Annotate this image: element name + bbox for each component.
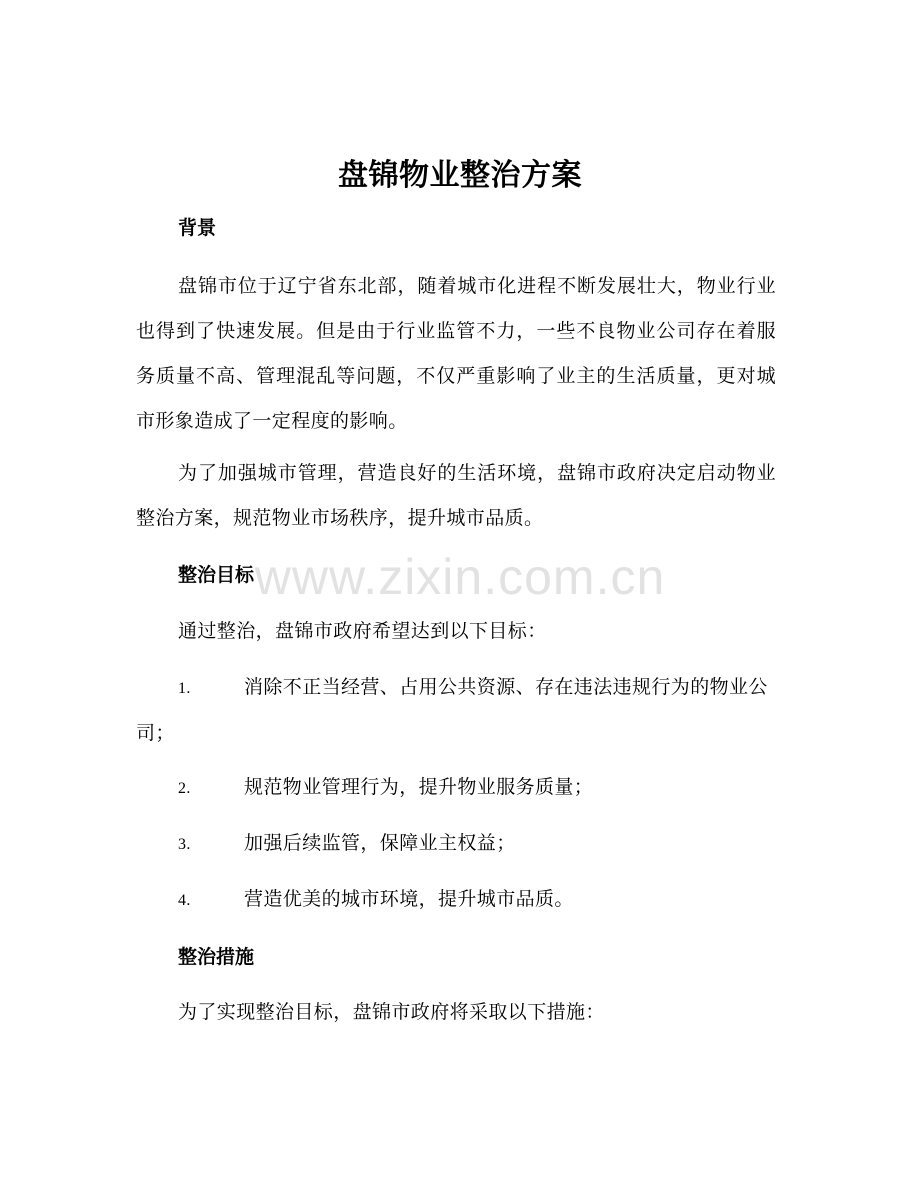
list-item-number: 1. (178, 680, 191, 697)
list-item-number: 3. (178, 836, 191, 853)
watermark: www.zixin.com.cn (254, 549, 666, 605)
list-item-text: 规范物业管理行为，提升物业服务质量； (244, 776, 594, 798)
list-item-number: 2. (178, 780, 191, 797)
section-heading-goals: 整治目标 (178, 564, 255, 586)
list-item-number: 4. (178, 892, 191, 909)
list-item-text: 消除不正当经营、占用公共资源、存在违法违规行为的物业公司； (136, 676, 768, 744)
measures-intro: 为了实现整治目标，盘锦市政府将采取以下措施： (178, 1001, 605, 1023)
list-item-text: 营造优美的城市环境，提升城市品质。 (244, 888, 574, 910)
background-paragraph-2: 为了加强城市管理，营造良好的生活环境，盘锦市政府决定启动物业整治方案，规范物业市场秩序，提升城市品质。 (136, 462, 776, 529)
list-item (136, 821, 776, 867)
section-heading-background: 背景 (178, 217, 217, 239)
list-item (136, 765, 776, 811)
goals-intro: 通过整治，盘锦市政府希望达到以下目标： (178, 620, 547, 642)
list-item (136, 665, 776, 756)
list-item-text: 加强后续监管，保障业主权益； (244, 832, 516, 854)
section-heading-measures: 整治措施 (178, 946, 255, 968)
list-item (136, 877, 776, 923)
background-paragraph-1: 盘锦市位于辽宁省东北部，随着城市化进程不断发展壮大，物业行业也得到了快速发展。但是由于行业监管不力，一些不良物业公司存在着服务质量不高、管理混乱等问题，不仅严重影响了业主的生活质量，更对城市形象造成了一定程度的影响。 (136, 275, 776, 432)
document-title: 盘锦物业整治方案 (338, 158, 582, 193)
